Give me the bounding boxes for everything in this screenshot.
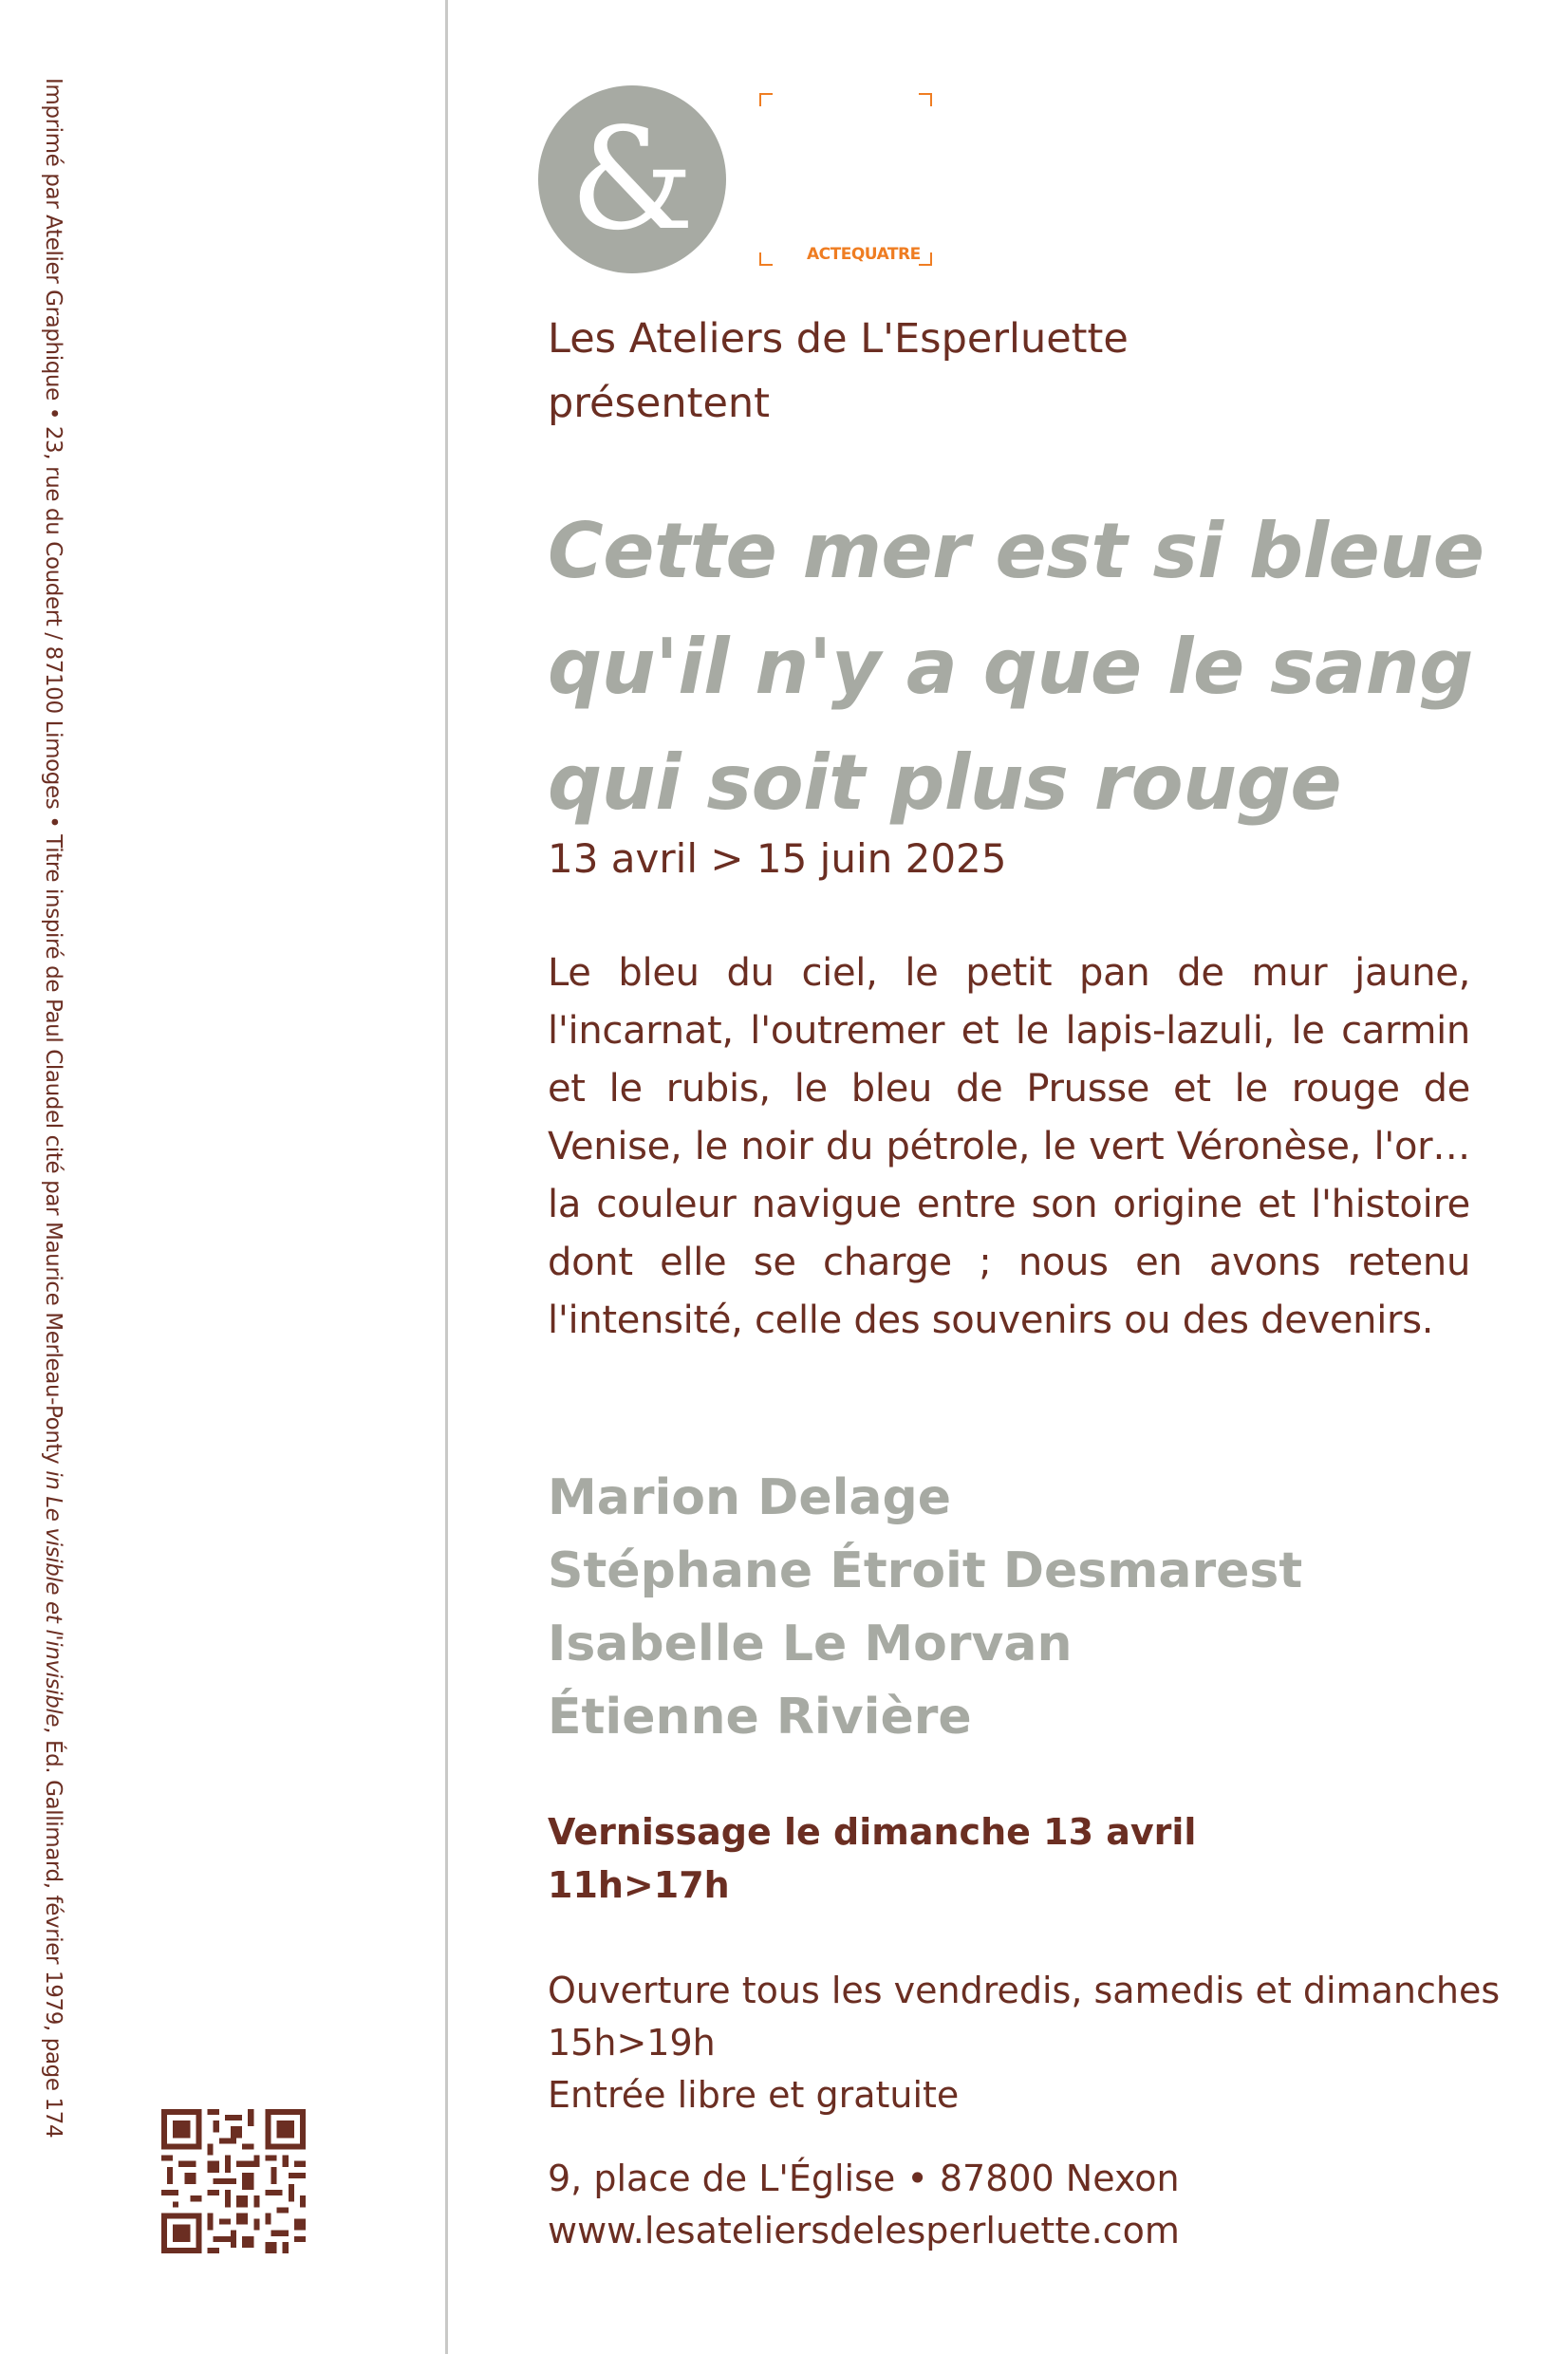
esperluette-logo	[538, 85, 726, 273]
ampersand-glyph: &	[569, 98, 695, 261]
exhibition-dates: 13 avril > 15 juin 2025	[548, 835, 1007, 882]
vernissage-date: Vernissage le dimanche 13 avril	[548, 1811, 1197, 1853]
artist-list	[548, 1462, 1302, 1754]
vernissage-hours: 11h>17h	[548, 1864, 730, 1906]
title-line: qui soit plus rouge	[548, 738, 1342, 827]
credit-text: Imprimé par Atelier Graphique • 23, rue du Coudert / 87100 Limoges • Titre inspiré de Paul Claudel cité par Maurice Merleau-Ponty	[41, 78, 65, 1471]
title-line: Cette mer est si bleue	[548, 507, 1484, 595]
crop-mark-icon	[919, 252, 932, 266]
title-line: qu'il n'y a que le sang	[548, 623, 1473, 711]
crop-mark-icon	[919, 93, 932, 106]
admission-info: Entrée libre et gratuite	[548, 2074, 960, 2116]
vernissage-info	[548, 1805, 1196, 1912]
opening-hours: 15h>19h	[548, 2022, 716, 2064]
credit-source-italic: in Le visible et l'invisible	[41, 1470, 65, 1728]
opening-days: Ouverture tous les vendredis, samedis et dimanches	[548, 1970, 1501, 2011]
printer-credit	[27, 78, 80, 2280]
opening-info	[548, 1965, 1500, 2121]
crop-mark-icon	[759, 93, 773, 106]
artist-name: Étienne Rivière	[548, 1689, 972, 1746]
presenter	[548, 307, 1129, 436]
exhibition-title	[548, 494, 1516, 841]
vertical-divider	[445, 0, 448, 2354]
artist-name: Marion Delage	[548, 1469, 951, 1526]
artist-name: Isabelle Le Morvan	[548, 1616, 1073, 1672]
credit-text-end: , Éd. Gallimard, février 1979, page 174	[41, 1727, 65, 2139]
venue-address: 9, place de L'Église • 87800 Nexon	[548, 2158, 1180, 2199]
artist-name: Stéphane Étroit Desmarest	[548, 1542, 1303, 1599]
qr-code[interactable]	[161, 2109, 306, 2253]
presenter-verb: présentent	[548, 380, 771, 427]
crop-mark-icon	[759, 252, 773, 266]
partner-logo-text: ACTEQUATRE	[807, 245, 921, 264]
website-link[interactable]: www.lesateliersdelesperluette.com	[548, 2210, 1180, 2251]
presenter-name: Les Ateliers de L'Esperluette	[548, 315, 1129, 363]
exhibition-description: Le bleu du ciel, le petit pan de mur jaune, l'incarnat, l'outremer et le lapis-lazuli, le carmin et le rubis, le bleu de Prusse et le rouge de Venise, le noir du pétrole, le vert Véronèse, l'or… la couleur navigue entre son origine et l'histoire dont elle se charge ; nous en avons retenu l'intensité, celle des souvenirs ou des devenirs.	[548, 951, 1470, 1342]
contact-info	[548, 2153, 1180, 2257]
partner-logo	[759, 93, 932, 266]
